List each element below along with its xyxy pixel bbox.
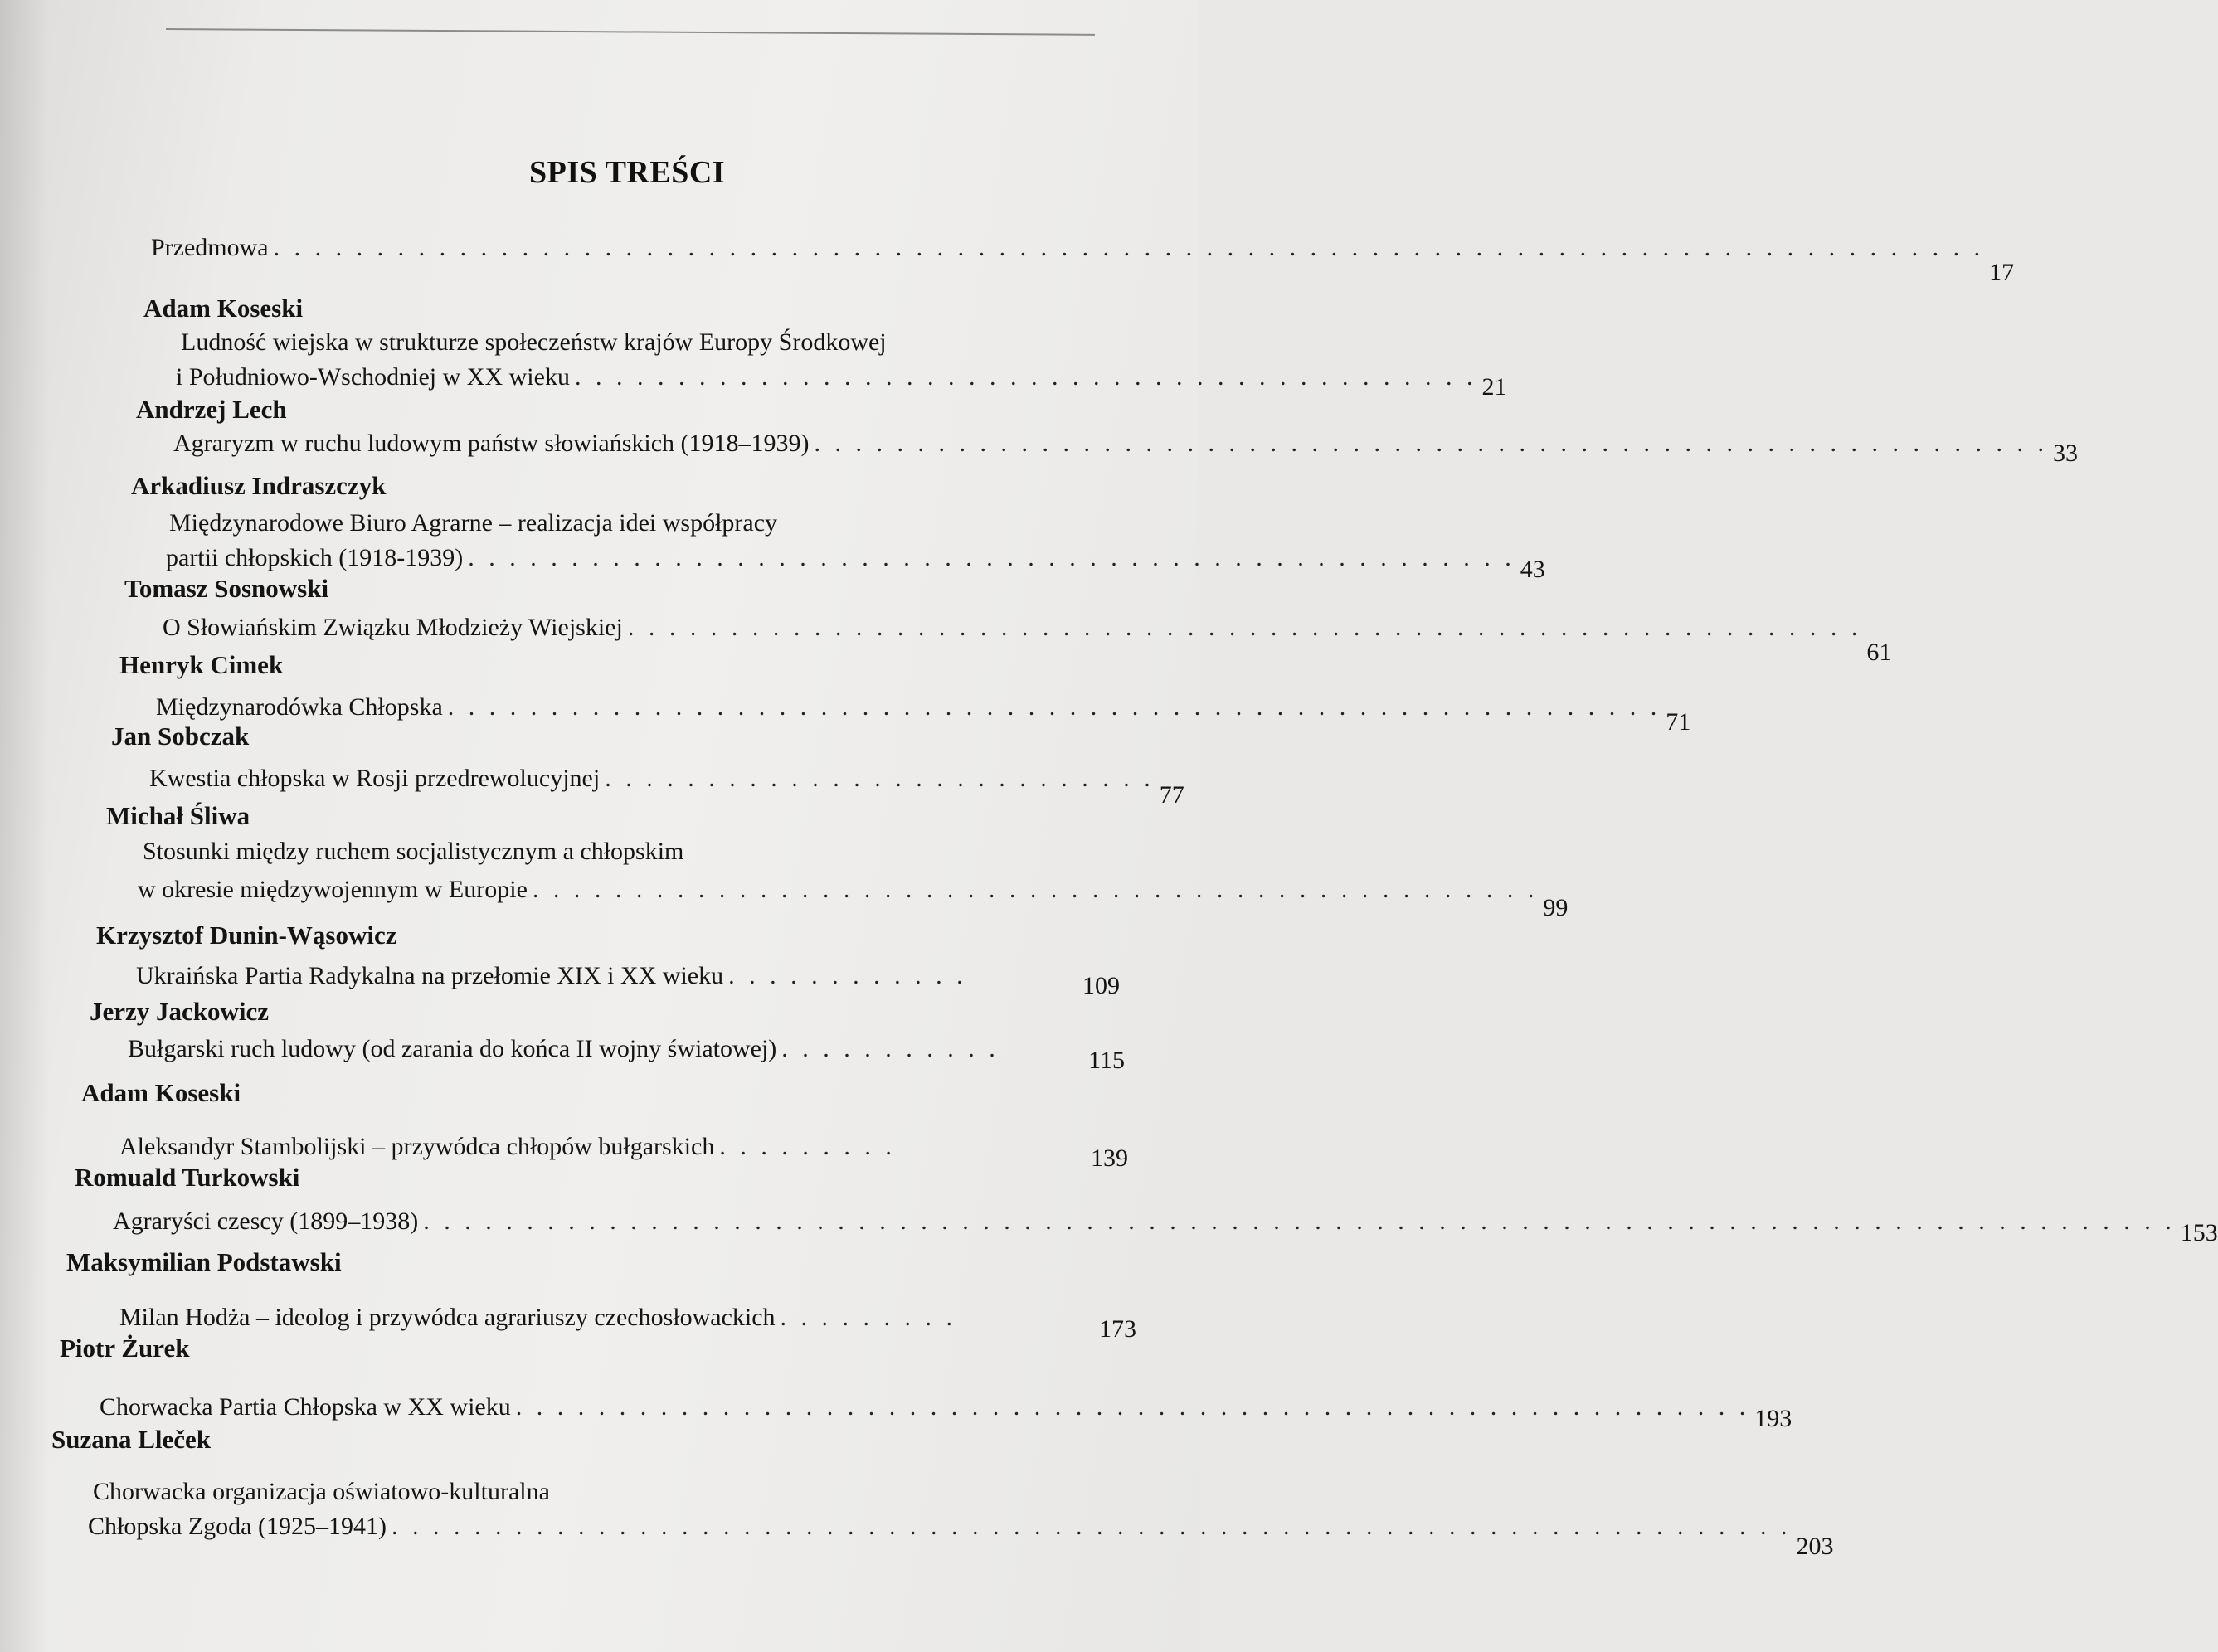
toc-page-number: 99 — [1543, 894, 1569, 921]
toc-author: Adam Koseski — [143, 294, 304, 323]
toc-author: Krzysztof Dunin-Wąsowicz — [96, 921, 397, 950]
toc-entry — [113, 1207, 2218, 1246]
toc-entry — [149, 765, 1184, 809]
dot-leader: . . . . . . . . . . . . . . . . . . . . . . . . . . . . . . . . . . . . . . . . . . . . . . . . . . . — [468, 544, 1515, 571]
toc-page-number: 21 — [1481, 373, 1507, 401]
toc-author: Arkadiusz Indraszczyk — [131, 471, 387, 500]
dot-leader: . . . . . . . . . . . — [781, 1035, 1000, 1062]
toc-entry — [119, 1304, 1136, 1343]
toc-entry — [136, 962, 1120, 999]
dot-leader: . . . . . . . . . . . . . . . . . . . . . . . . . . . . . . . . . . . . . . . . . . . . . . . . . . . . . . . . . . . . — [627, 614, 1862, 641]
toc-author: Romuald Turkowski — [75, 1163, 300, 1192]
toc-entry — [156, 693, 1691, 736]
toc-page-number: 71 — [1666, 708, 1691, 736]
toc-entry-title: Agraryści czescy (1899–1938) — [113, 1207, 419, 1235]
toc-entry-title: Międzynarodówka Chłopska — [156, 693, 443, 721]
toc-author: Piotr Żurek — [60, 1334, 190, 1363]
dot-leader: . . . . . . . . . . . . . . . . . . . . . . . . . . . . . . . . . . . . . . . . . . . . . . . . . . . . . . . . . . . . . . . . . . . . . . . . . . . . . . . . . . . — [273, 234, 1985, 261]
dot-leader: . . . . . . . . . . . . — [728, 962, 967, 989]
dot-leader: . . . . . . . . . . . . . . . . . . . . . . . . . . . . . . . . . . . . . . . . . . . . . . . . . . . . . . . . . . . — [447, 693, 1661, 721]
toc-author: Andrzej Lech — [136, 395, 287, 424]
toc-entry-title: Ukraińska Partia Radykalna na przełomie XIX i XX wieku — [136, 962, 724, 989]
toc-entry — [119, 1133, 1128, 1172]
toc-entry-title: Chorwacka Partia Chłopska w XX wieku — [100, 1393, 511, 1421]
toc-entry-title: Agraryzm w ruchu ludowym państw słowiańskich (1918–1939) — [173, 430, 810, 457]
toc-entry-preface — [151, 234, 2015, 286]
toc-entry-title: Bułgarski ruch ludowy (od zarania do końca II wojny światowej) — [128, 1035, 777, 1062]
toc-author: Jerzy Jackowicz — [90, 997, 270, 1026]
toc-author: Michał Śliwa — [106, 801, 250, 830]
dot-leader: . . . . . . . . . — [719, 1133, 896, 1160]
toc-author: Tomasz Sosnowski — [124, 574, 329, 603]
toc-page-number: 115 — [1088, 1047, 1125, 1074]
toc-entry — [128, 1035, 1125, 1074]
toc-author: Jan Sobczak — [111, 722, 250, 751]
toc-page-number: 61 — [1866, 639, 1892, 666]
toc-entry — [100, 1393, 1792, 1432]
toc-entry-title: Przedmowa — [151, 234, 269, 261]
toc-entry — [138, 876, 1569, 921]
toc-page-number: 33 — [2053, 440, 2079, 467]
toc-page-number: 139 — [1091, 1144, 1128, 1172]
toc-author: Maksymilian Podstawski — [66, 1247, 342, 1276]
toc-page-number: 109 — [1082, 972, 1120, 999]
toc-entry-title: Stosunki między ruchem socjalistycznym a chłopskim — [143, 838, 684, 865]
toc-entry-title: i Południowo-Wschodniej w XX wieku — [176, 363, 570, 391]
toc-entry-title: Kwestia chłopska w Rosji przedrewolucyjnej — [149, 765, 601, 792]
toc-page-number: 17 — [1989, 259, 2015, 286]
dot-leader: . . . . . . . . . . . . . . . . . . . . . . . . . . . . . . . . . . . . . . . . . . . . . . . . . — [532, 876, 1539, 903]
dot-leader: . . . . . . . . . . . . . . . . . . . . . . . . . . . . . . . . . . . . . . . . . . . . . . . . . . . . . . . . . . . . — [814, 430, 2049, 457]
toc-page-number: 193 — [1754, 1405, 1792, 1432]
toc-page-number: 43 — [1520, 556, 1545, 583]
dot-leader: . . . . . . . . . . . . . . . . . . . . . . . . . . . . . . . . . . . . . . . . . . . . — [574, 363, 1477, 391]
toc-entry-title: Aleksandyr Stambolijski – przywódca chłopów bułgarskich — [119, 1133, 715, 1160]
toc-page-number: 173 — [1099, 1315, 1136, 1343]
toc-author: Suzana Lleček — [51, 1425, 212, 1454]
toc-entry-title: Chłopska Zgoda (1925–1941) — [88, 1513, 387, 1540]
toc-entry — [163, 614, 1892, 666]
toc-author: Henryk Cimek — [119, 650, 284, 679]
toc-entry — [173, 430, 2079, 467]
toc-entry-title: Ludność wiejska w strukturze społeczeństw krajów Europy Środkowej — [181, 328, 887, 356]
page-title: SPIS TREŚCI — [529, 155, 726, 190]
toc-page-number: 153 — [2180, 1219, 2218, 1246]
dot-leader: . . . . . . . . . . . . . . . . . . . . . . . . . . . . . . . . . . . . . . . . . . . . . . . . . . . . . . . . . . . . . . . . . . . . . . . . . . . . . . . . . . . . . — [423, 1207, 2176, 1235]
dot-leader: . . . . . . . . . . . . . . . . . . . . . . . . . . . . . . . . . . . . . . . . . . . . . . . . . . . . . . . . . . . . . . . . . . . . — [391, 1513, 1792, 1540]
toc-page-number: 203 — [1796, 1533, 1834, 1560]
toc-entry — [166, 544, 1545, 583]
toc-entry-title: partii chłopskich (1918-1939) — [166, 544, 464, 571]
toc-entry-title: Milan Hodża – ideolog i przywódca agrariuszy czechosłowackich — [119, 1304, 776, 1331]
toc-entry — [88, 1513, 1834, 1560]
toc-entry-title: O Słowiańskim Związku Młodzieży Wiejskiej — [163, 614, 623, 641]
dot-leader: . . . . . . . . . . . . . . . . . . . . . . . . . . . . . . . . . . . . . . . . . . . . . . . . . . . . . . . . . . . . — [515, 1393, 1750, 1421]
dot-leader: . . . . . . . . . . . . . . . . . . . . . . . . . . . — [605, 765, 1155, 792]
toc-entry-title: w okresie międzywojennym w Europie — [138, 876, 528, 903]
toc-entry — [176, 363, 1507, 401]
toc-author: Adam Koseski — [81, 1078, 241, 1107]
toc-entry-title: Międzynarodowe Biuro Agrarne – realizacja idei współpracy — [169, 509, 778, 537]
toc-entry-title: Chorwacka organizacja oświatowo-kulturalna — [93, 1478, 550, 1505]
dot-leader: . . . . . . . . . — [780, 1304, 957, 1331]
toc-page-number: 77 — [1159, 781, 1184, 809]
